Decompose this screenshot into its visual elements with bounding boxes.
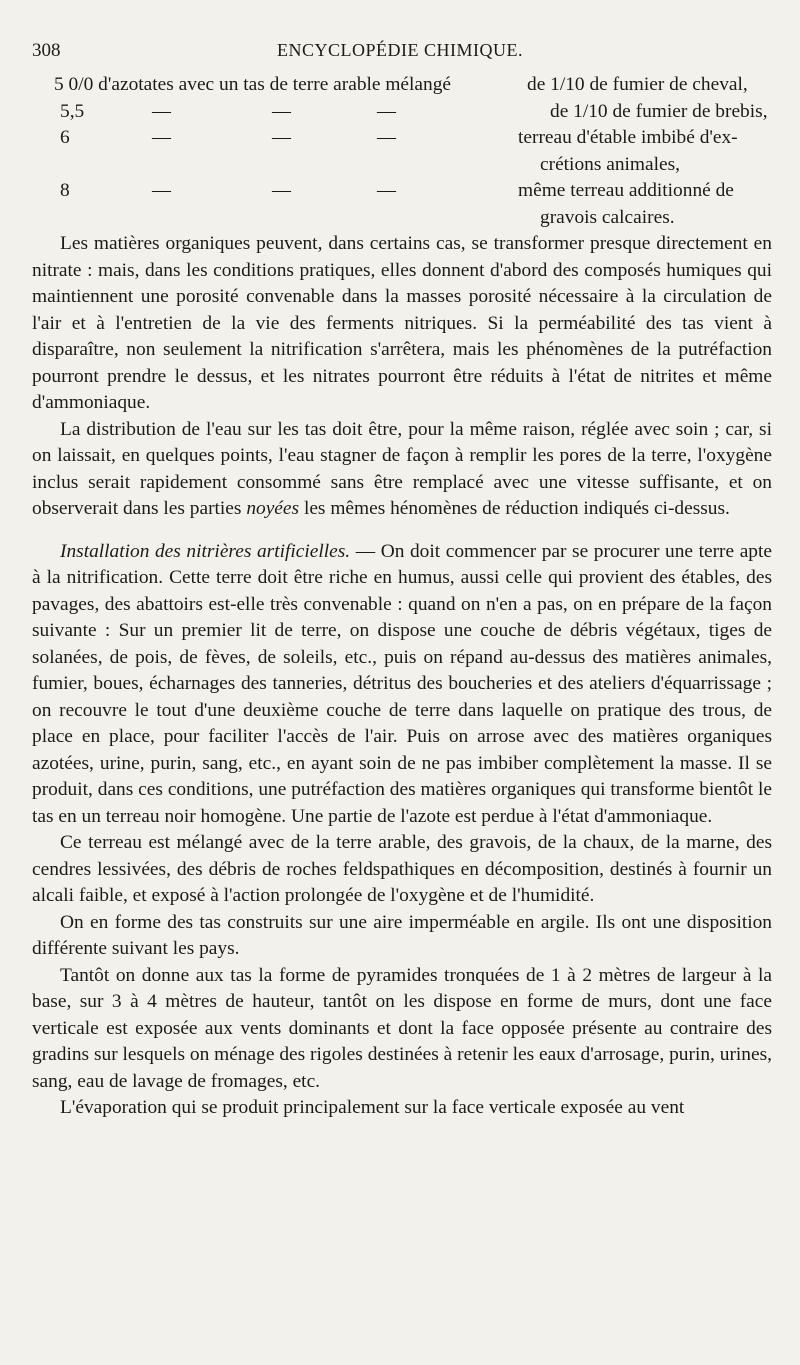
paragraph: On en forme des tas construits sur une aire imperméable en argile. Ils ont une disposition différente suivant les pays.: [32, 911, 772, 959]
table-row-continuation: [32, 205, 772, 232]
table-row-continuation: [32, 152, 772, 179]
table-row: [32, 72, 772, 99]
table-cell-percentage: 5,5: [60, 100, 85, 122]
paragraph: Tantôt on donne aux tas la forme de pyramides tronquées de 1 à 2 mètres de largeur à la base, sur 3 à 4 mètres de hauteur, tantôt on les dispose en forme de murs, dont une face verticale est exposée aux vents dominants et dont la face opposée présente au contraire des gradins sur lesquels on ménage des rigoles destinées à retenir les eaux d'arrosage, purin, urines, sang, eau de lavage de fromages, etc.: [32, 964, 772, 1092]
table-cell-percentage: 8: [60, 180, 70, 201]
paragraph: [32, 417, 772, 523]
paragraph-text: — On doit commencer par se procurer une terre apte à la nitrification. Cette terre doit être riche en humus, aussi celle qui provient des étables, des pavages, des abattoirs est-elle très convenable : quand on n'en a pas, on en prépare de la façon suivante : Sur un premier lit de terre, on dispose une couche de débris végétaux, tiges de solanées, de pois, de fèves, de soleils, etc., puis on répand au-dessus des matières animales, fumier, boues, écharnages des tanneries, détritus des boucheries et des ateliers d'équarrissage ; on recouvre le tout d'une deuxième couche de terre dans laquelle on pratique des trous, de place en place, pour faciliter l'accès de l'air. Puis on arrose avec des matières organiques azotées, urine, purin, sang, etc., en ayant soin de ne pas imbiber complètement la masse. Il se produit, dans ces conditions, une putréfaction des matières organiques qui transforme bientôt le tas en un terreau noir homogène. Une partie de l'azote est perdue à l'état d'ammoniaque.: [32, 540, 772, 827]
paragraph: [32, 539, 772, 831]
page-number: 308: [32, 40, 61, 61]
ditto-mark: —: [272, 127, 291, 148]
page-body: [32, 72, 772, 1122]
ditto-mark: —: [272, 180, 291, 201]
table-cell-description-continuation: gravois calcaires.: [540, 206, 675, 228]
table-cell-percentage: 6: [60, 127, 70, 148]
ditto-mark: —: [152, 180, 171, 201]
ditto-mark: —: [377, 127, 396, 148]
table-row: [32, 125, 772, 152]
section-spacer: [32, 523, 772, 539]
section-heading: Installation des nitrières artificielles.: [60, 540, 351, 562]
paragraph-text: les mêmes hénomènes de réduction indiqués ci-dessus.: [303, 498, 730, 519]
paragraph: Les matières organiques peuvent, dans certains cas, se transformer presque directement en nitrate : mais, dans les conditions pratiques, elles donnent d'abord des composés humiques qui maintiennent une porosité convenable dans la masses porosité nécessaire à la circulation de l'air et à l'entretien de la vie des ferments nitriques. Si la perméabilité des tas vient à disparaître, non seulement la nitrification s'arrêtera, mais les phénomènes de la putréfaction pourront prendre le dessus, et les nitrates pourront être réduits à l'état de nitrites et même d'ammoniaque.: [32, 233, 772, 413]
emphasis-text: noyées: [246, 498, 300, 519]
table-cell-description: de 1/10 de fumier de brebis,: [550, 100, 768, 122]
table-row: [32, 178, 772, 205]
nitrate-table: [32, 72, 772, 231]
ditto-mark: —: [152, 100, 171, 122]
ditto-mark: —: [272, 100, 291, 122]
page-header: [32, 40, 768, 66]
table-cell-description: de 1/10 de fumier de cheval,: [527, 74, 748, 95]
table-cell-percentage: 5 0/0 d'azotates avec un tas de terre arable mélangé: [54, 74, 452, 95]
table-row: [32, 99, 772, 126]
ditto-mark: —: [152, 127, 171, 148]
table-cell-description-continuation: crétions animales,: [540, 153, 680, 175]
table-cell-description: terreau d'étable imbibé d'ex-: [518, 127, 738, 148]
paragraph-text: La distribution de l'eau sur les tas doit être, pour la même raison, réglée avec soin ; car, si on laissait, en quelques points, l'eau stagner de façon à remplir les pores de la terre, l'oxygène inclus serait rapidement consommé sans être remplacé avec une vitesse suffisante, et on observerait dans les parties: [32, 418, 772, 519]
paragraph: L'évaporation qui se produit principalement sur la face verticale exposée au vent: [60, 1097, 685, 1118]
table-cell-description: même terreau additionné de: [518, 180, 734, 201]
ditto-mark: —: [377, 100, 396, 122]
running-title: ENCYCLOPÉDIE CHIMIQUE.: [277, 40, 523, 60]
paragraph: Ce terreau est mélangé avec de la terre arable, des gravois, de la chaux, de la marne, des cendres lessivées, des débris de roches feldspathiques en décomposition, destinés à fournir un alcali faible, et exposé à l'action prolongée de l'oxygène et de l'humidité.: [32, 832, 772, 906]
ditto-mark: —: [377, 180, 396, 201]
